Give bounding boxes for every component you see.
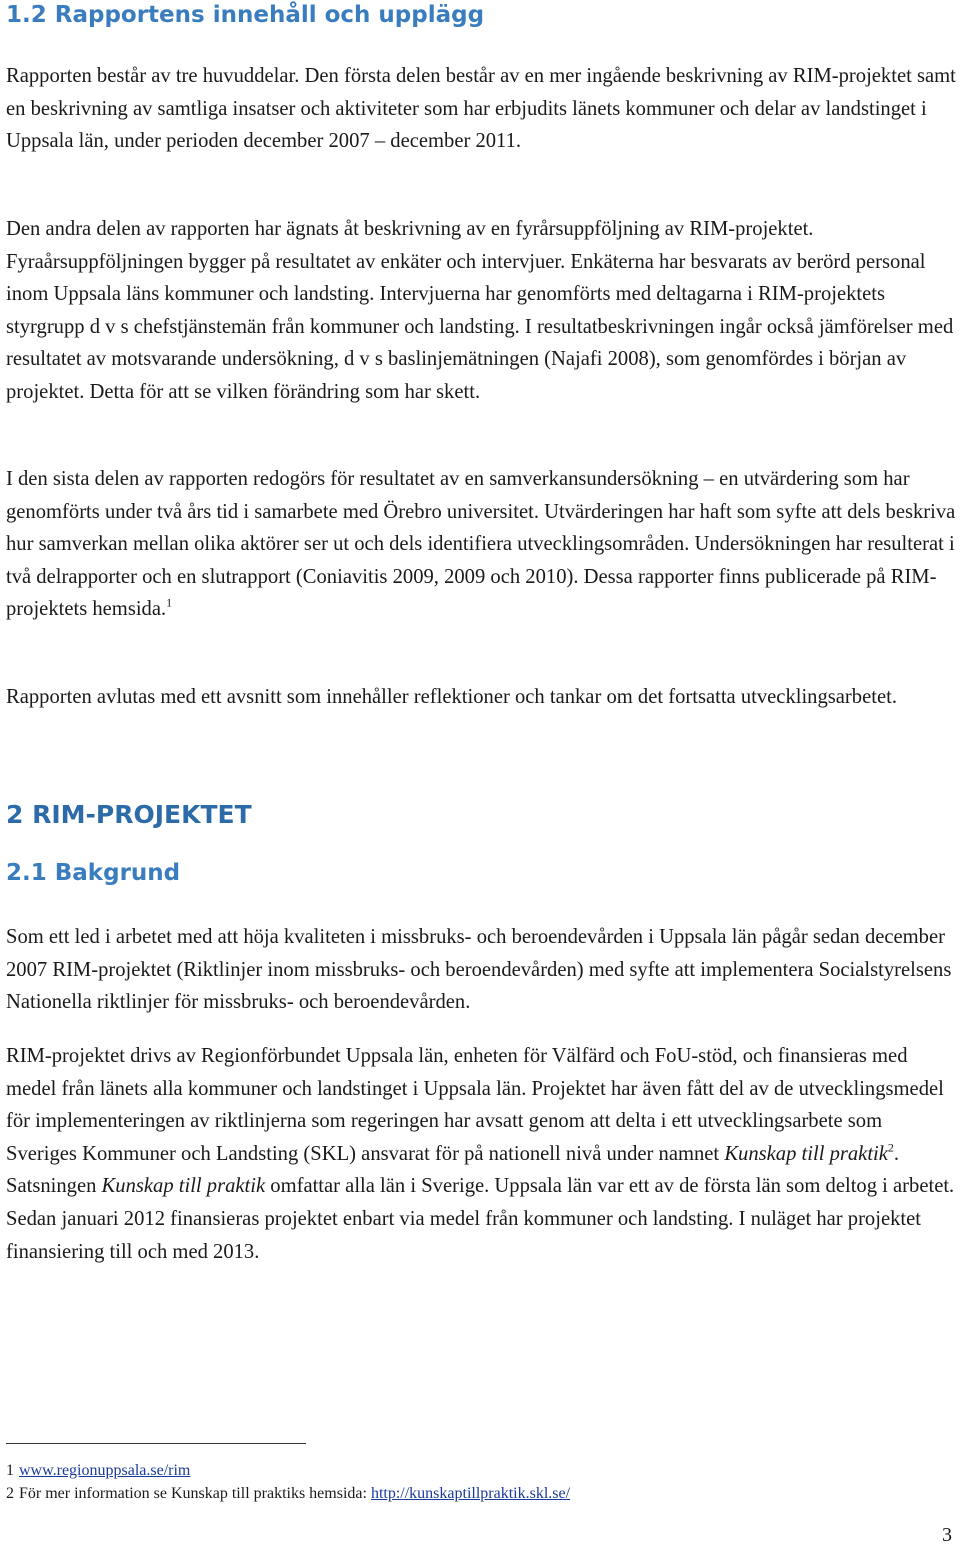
footnote-link-regionuppsala[interactable]: www.regionuppsala.se/rim [19,1462,191,1479]
footnote-reference-1[interactable]: 1 [166,595,173,610]
footnote-text-2: För mer information se Kunskap till praktiks hemsida: [19,1485,371,1502]
footnote-2 [6,1484,570,1504]
paragraph-collaboration-text: I den sista delen av rapporten redogörs för resultatet av en samverkansundersökning – en utvärdering som har genomförts under två års tid i samarbete med Örebro universitet. Utvärderingen har haft som syfte att dels beskriva hur samverkan mellan olika aktörer ser ut och dels identifiera utvecklingsområden. Undersökningen har resulterat i två delrapporter och en slutrapport (Coniavitis 2009, 2009 och 2010). Dessa rapporter finns publicerade på RIM-projektets hemsida. [6,468,956,621]
funding-text-b: . Satsningen [6,1142,900,1198]
chapter-heading-2: 2 RIM-PROJEKTET [6,800,252,829]
section-heading-1-2: 1.2 Rapportens innehåll och upplägg [6,2,485,28]
footnote-link-kunskaptillpraktik[interactable]: http://kunskaptillpraktik.skl.se/ [370,1485,571,1502]
paragraph-overview: Rapporten består av tre huvuddelar. Den första delen består av en mer ingående beskrivning av RIM-projektet samt en beskrivning av samtliga insatser och aktiviteter som har erbjudits länets kommuner och delar av landstinget i Uppsala län, under perioden december 2007 – december 2011. [6,65,956,153]
footnote-divider [6,1443,306,1444]
paragraph-background: Som ett led i arbetet med att höja kvaliteten i missbruks- och beroendevården i Uppsala län pågår sedan december 2007 RIM-projektet (Riktlinjer inom missbruks- och beroendevården) med syfte att implementera Socialstyrelsens Nationella riktlinjer för missbruks- och beroendevården. [6,926,952,1014]
funding-text-c: omfattar alla län i Sverige. Uppsala län var ett av de första län som deltog i arbetet. Sedan januari 2012 finansieras projektet enbart via medel från kommuner och landsting. I nuläget har projektet finansiering till och med 2013. [6,1175,955,1263]
paragraph-collaboration-study [6,463,956,626]
funding-text-a: RIM-projektet drivs av Regionförbundet Uppsala län, enheten för Välfärd och FoU-stöd, och finansieras med medel från länets alla kommuner och landstinget i Uppsala län. Projektet har även fått del av de utvecklingsmedel för implementeringen av riktlinjerna som regeringen har avsatt genom att delta i ett utvecklingsarbete som Sveriges Kommuner och Landsting (SKL) ansvarat för på nationell nivå under namnet [6,1045,944,1165]
paragraph-follow-up: Den andra delen av rapporten har ägnats åt beskrivning av en fyrårsuppföljning av RIM-projektet. Fyraårsuppföljningen bygger på resultatet av enkäter och intervjuer. Enkäterna har besvarats av berörd personal inom Uppsala läns kommuner och landsting. Intervjuerna har genomförts med deltagarna i RIM-projektets styrgrupp d v s chefstjänstemän från kommuner och landsting. I resultatbeskrivningen ingår också jämförelser med resultatet av motsvarande undersökning, d v s baslinjemätningen (Najafi 2008), som genomfördes i början av projektet. Detta för att se vilken förändring som har skett. [6,218,954,403]
footnote-1 [6,1461,190,1481]
footnote-reference-2[interactable]: 2 [887,1140,894,1155]
funding-italic-1: Kunskap till praktik [724,1142,888,1165]
footnote-number-1: 1 [6,1462,14,1479]
paragraph-funding [6,1040,956,1268]
page-number: 3 [942,1524,952,1546]
funding-italic-2: Kunskap till praktik [101,1175,266,1198]
footnote-number-2: 2 [6,1485,14,1502]
section-heading-2-1: 2.1 Bakgrund [6,860,181,886]
paragraph-conclusion: Rapporten avlutas med ett avsnitt som innehåller reflektioner och tankar om det fortsatta utvecklingsarbetet. [6,686,897,708]
